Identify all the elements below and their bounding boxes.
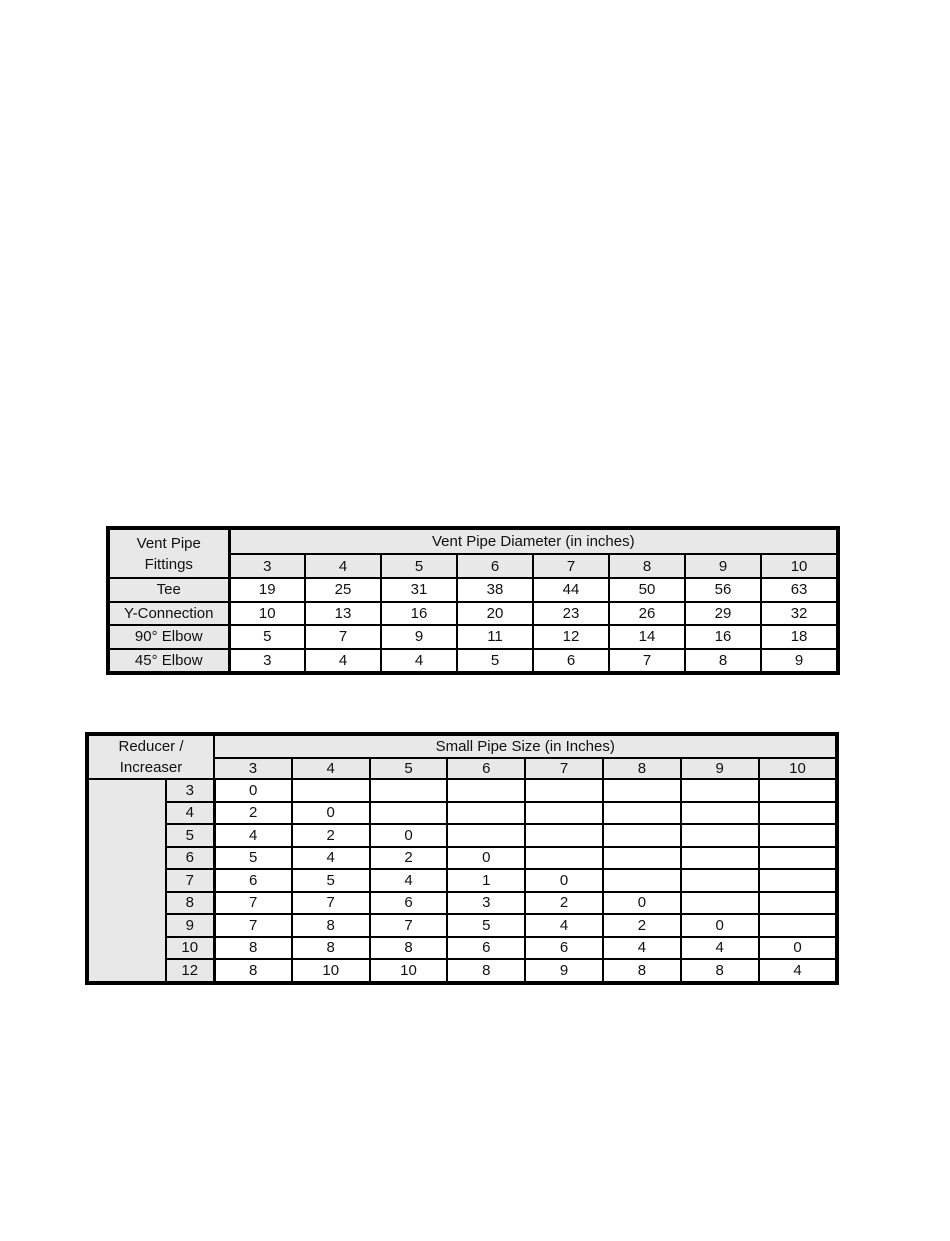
vent-table-row [109, 602, 837, 626]
reducer-value-cell: 10 [370, 959, 448, 982]
fitting-value-cell: 63 [761, 578, 837, 602]
reducer-value-cell: 4 [525, 914, 603, 937]
fitting-value-cell: 7 [305, 625, 381, 649]
reducer-value-cell: 6 [370, 892, 448, 915]
large-size-label: 9 [166, 914, 214, 937]
fitting-value-cell: 20 [457, 602, 533, 626]
reducer-value-cell [525, 779, 603, 802]
fitting-value-cell: 8 [685, 649, 761, 673]
reducer-value-cell: 5 [292, 869, 370, 892]
fitting-value-cell: 44 [533, 578, 609, 602]
fitting-value-cell: 31 [381, 578, 457, 602]
reducer-value-cell: 2 [603, 914, 681, 937]
vent-table-body [109, 578, 837, 672]
reducer-corner-line1: Reducer / [118, 738, 184, 755]
fitting-value-cell: 29 [685, 602, 761, 626]
reducer-value-cell: 4 [603, 937, 681, 960]
reducer-value-cell [603, 779, 681, 802]
reducer-value-cell [447, 824, 525, 847]
fitting-value-cell: 5 [457, 649, 533, 673]
reducer-value-cell: 8 [292, 937, 370, 960]
fitting-value-cell: 5 [229, 625, 305, 649]
small-size-header: 6 [447, 758, 525, 779]
vent-diameter-header: 8 [609, 554, 685, 578]
vent-diameter-header: 7 [533, 554, 609, 578]
fitting-label: 45° Elbow [109, 649, 229, 673]
fitting-value-cell: 4 [381, 649, 457, 673]
reducer-corner-line2: Increaser [119, 759, 183, 776]
reducer-value-cell [759, 869, 837, 892]
vent-diameter-header: 5 [381, 554, 457, 578]
large-size-label: 4 [166, 802, 214, 825]
vent-table-row [109, 649, 837, 673]
vent-diameter-header: 4 [305, 554, 381, 578]
fitting-value-cell: 18 [761, 625, 837, 649]
fitting-label: Tee [109, 578, 229, 602]
reducer-value-cell: 4 [214, 824, 292, 847]
reducer-value-cell [759, 892, 837, 915]
fitting-label: 90° Elbow [109, 625, 229, 649]
reducer-value-cell: 5 [447, 914, 525, 937]
reducer-value-cell: 6 [214, 869, 292, 892]
reducer-table-row [88, 847, 836, 870]
fitting-value-cell: 12 [533, 625, 609, 649]
vent-diameter-group-header: Vent Pipe Diameter (in inches) [229, 529, 837, 554]
fitting-value-cell: 56 [685, 578, 761, 602]
vent-corner-header [109, 529, 229, 578]
small-size-header: 8 [603, 758, 681, 779]
small-size-header: 3 [214, 758, 292, 779]
reducer-value-cell [447, 802, 525, 825]
reducer-value-cell [681, 824, 759, 847]
reducer-value-cell: 2 [370, 847, 448, 870]
fitting-value-cell: 4 [305, 649, 381, 673]
fitting-value-cell: 32 [761, 602, 837, 626]
reducer-value-cell [525, 802, 603, 825]
reducer-table-row [88, 892, 836, 915]
fitting-value-cell: 23 [533, 602, 609, 626]
reducer-value-cell: 2 [292, 824, 370, 847]
large-size-label: 5 [166, 824, 214, 847]
reducer-value-cell: 0 [370, 824, 448, 847]
reducer-value-cell: 7 [214, 914, 292, 937]
large-size-label: 12 [166, 959, 214, 982]
small-pipe-group-header: Small Pipe Size (in Inches) [214, 735, 836, 758]
reducer-value-cell [603, 847, 681, 870]
small-size-header: 7 [525, 758, 603, 779]
reducer-value-cell [681, 802, 759, 825]
reducer-value-cell: 4 [759, 959, 837, 982]
reducer-value-cell [603, 869, 681, 892]
reducer-value-cell: 7 [292, 892, 370, 915]
reducer-value-cell [681, 847, 759, 870]
reducer-value-cell [603, 824, 681, 847]
large-size-label: 3 [166, 779, 214, 802]
reducer-value-cell: 3 [447, 892, 525, 915]
reducer-value-cell [759, 914, 837, 937]
fitting-value-cell: 7 [609, 649, 685, 673]
reducer-value-cell [681, 779, 759, 802]
reducer-value-cell: 5 [214, 847, 292, 870]
vent-table-row [109, 578, 837, 602]
reducer-value-cell [447, 779, 525, 802]
reducer-value-cell: 6 [447, 937, 525, 960]
reducer-value-cell: 0 [292, 802, 370, 825]
vent-diameter-header: 3 [229, 554, 305, 578]
large-size-label: 10 [166, 937, 214, 960]
reducer-value-cell: 8 [603, 959, 681, 982]
vent-corner-line1: Vent Pipe [136, 534, 201, 552]
reducer-value-cell: 4 [370, 869, 448, 892]
reducer-value-cell: 0 [525, 869, 603, 892]
reducer-value-cell: 4 [292, 847, 370, 870]
reducer-table [87, 734, 837, 983]
reducer-value-cell: 6 [525, 937, 603, 960]
reducer-value-cell [370, 802, 448, 825]
reducer-value-cell: 0 [759, 937, 837, 960]
fitting-value-cell: 11 [457, 625, 533, 649]
vent-diameter-header: 6 [457, 554, 533, 578]
large-size-label: 8 [166, 892, 214, 915]
fitting-value-cell: 10 [229, 602, 305, 626]
reducer-value-cell: 0 [447, 847, 525, 870]
small-size-header: 10 [759, 758, 837, 779]
reducer-value-cell: 8 [370, 937, 448, 960]
reducer-value-cell: 8 [292, 914, 370, 937]
reducer-value-cell: 7 [214, 892, 292, 915]
fitting-value-cell: 9 [381, 625, 457, 649]
fitting-value-cell: 16 [381, 602, 457, 626]
vent-fittings-table [108, 528, 838, 673]
reducer-value-cell [681, 892, 759, 915]
reducer-value-cell: 9 [525, 959, 603, 982]
vent-table-row [109, 625, 837, 649]
small-size-header: 4 [292, 758, 370, 779]
reducer-value-cell [759, 824, 837, 847]
reducer-value-cell [292, 779, 370, 802]
fitting-value-cell: 19 [229, 578, 305, 602]
reducer-table-row [88, 779, 836, 802]
reducer-table-row [88, 937, 836, 960]
reducer-value-cell: 2 [214, 802, 292, 825]
reducer-value-cell: 4 [681, 937, 759, 960]
reducer-value-cell [759, 847, 837, 870]
reducer-value-cell: 0 [603, 892, 681, 915]
reducer-corner-header [88, 735, 214, 779]
reducer-table-row [88, 914, 836, 937]
reducer-value-cell [759, 802, 837, 825]
large-size-label: 7 [166, 869, 214, 892]
fitting-value-cell: 13 [305, 602, 381, 626]
reducer-value-cell: 0 [681, 914, 759, 937]
fitting-value-cell: 16 [685, 625, 761, 649]
reducer-value-cell: 8 [214, 959, 292, 982]
reducer-value-cell: 2 [525, 892, 603, 915]
fitting-value-cell: 9 [761, 649, 837, 673]
fitting-label: Y-Connection [109, 602, 229, 626]
reducer-value-cell: 0 [214, 779, 292, 802]
large-size-label: 6 [166, 847, 214, 870]
fitting-value-cell: 3 [229, 649, 305, 673]
reducer-value-cell: 1 [447, 869, 525, 892]
reducer-value-cell [759, 779, 837, 802]
reducer-table-row [88, 802, 836, 825]
reducer-value-cell [370, 779, 448, 802]
reducer-table-row [88, 824, 836, 847]
large-pipe-group-label-cell [88, 779, 166, 982]
reducer-value-cell: 8 [681, 959, 759, 982]
fitting-value-cell: 38 [457, 578, 533, 602]
vent-corner-line2: Fittings [144, 555, 193, 573]
reducer-value-cell: 10 [292, 959, 370, 982]
reducer-value-cell [525, 847, 603, 870]
fitting-value-cell: 26 [609, 602, 685, 626]
reducer-value-cell [681, 869, 759, 892]
small-size-header: 9 [681, 758, 759, 779]
small-size-header: 5 [370, 758, 448, 779]
fitting-value-cell: 14 [609, 625, 685, 649]
reducer-table-row [88, 869, 836, 892]
vent-diameter-header: 9 [685, 554, 761, 578]
fitting-value-cell: 50 [609, 578, 685, 602]
fitting-value-cell: 25 [305, 578, 381, 602]
vent-diameter-header: 10 [761, 554, 837, 578]
reducer-value-cell: 8 [214, 937, 292, 960]
reducer-value-cell [603, 802, 681, 825]
reducer-value-cell: 8 [447, 959, 525, 982]
reducer-table-row [88, 959, 836, 982]
fitting-value-cell: 6 [533, 649, 609, 673]
reducer-value-cell: 7 [370, 914, 448, 937]
reducer-value-cell [525, 824, 603, 847]
